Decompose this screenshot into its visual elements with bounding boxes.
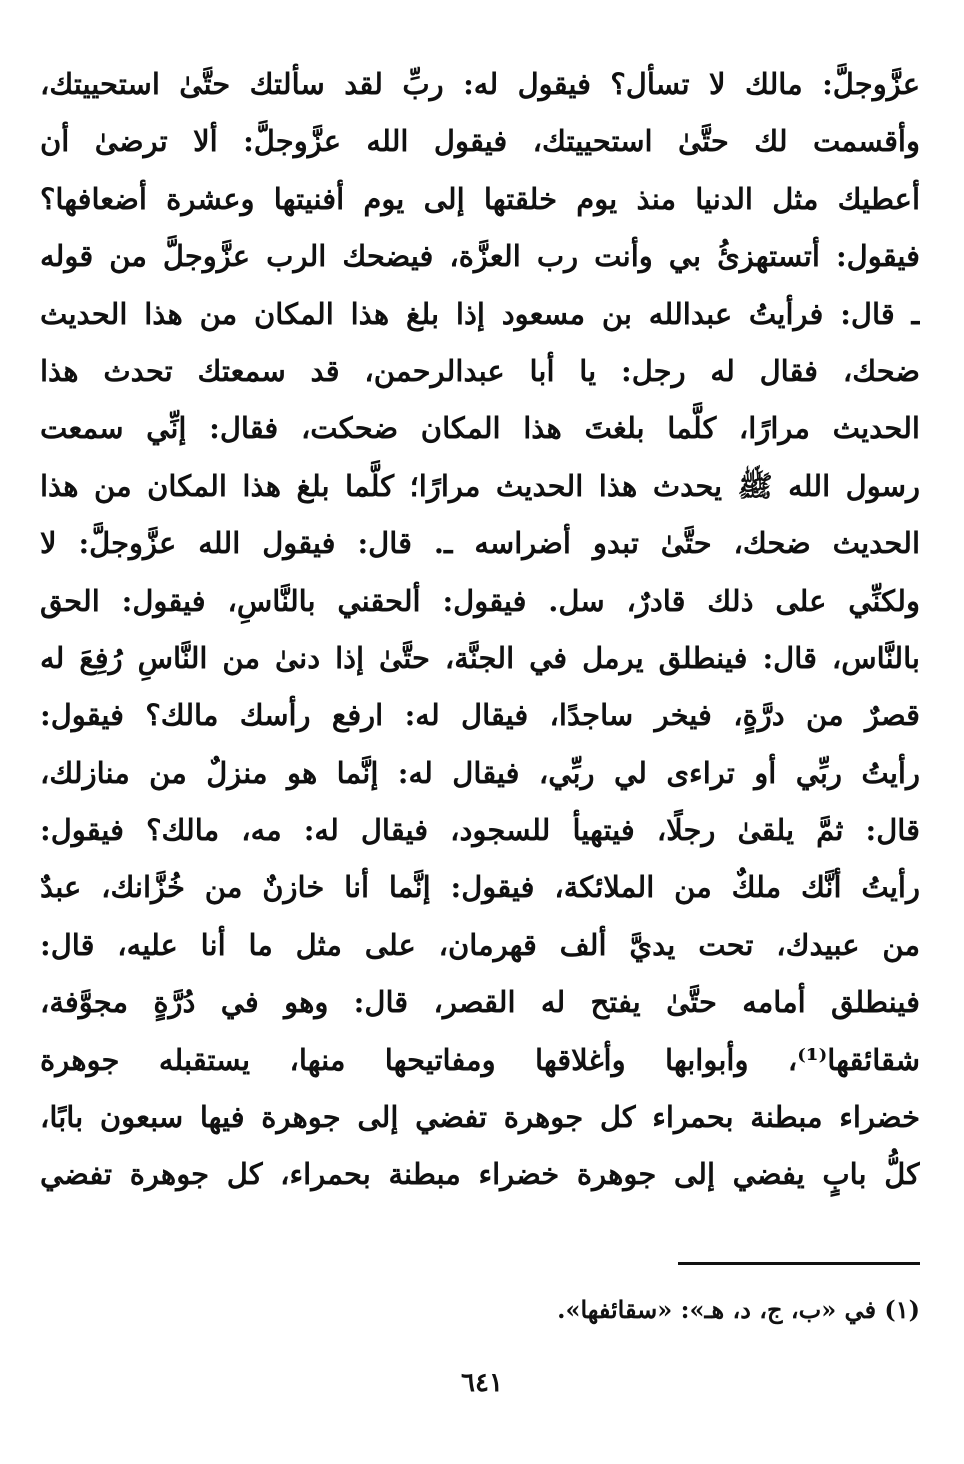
text-line: رأيتُ ربِّي أو تراءى لي ربِّي، فيقال له: إنَّما هو منزلٌ من منازلك، [40, 755, 920, 790]
text-line: رسول الله ﷺ يحدث هذا الحديث مرارًا؛ كلَّما بلغ هذا المكان من هذا [40, 468, 920, 503]
text-line: قصرٌ من درَّةٍ، فيخر ساجدًا، فيقال له: ارفع رأسك مالك؟ فيقول: [40, 698, 920, 733]
text-line: قال: ثمَّ يلقىٰ رجلًا، فيتهيأ للسجود، فيقال له: مه، مالك؟ فيقول: [40, 813, 920, 848]
text-line: من عبيدك، تحت يديَّ ألف قهرمان، على مثل ما أنا عليه، قال: [40, 927, 920, 962]
text-line: رأيتُ أنَّك ملكٌ من الملائكة، فيقول: إنَّما أنا خازنٌ من خُزَّانك، عبدٌ [40, 870, 920, 905]
text-line: خضراء مبطنة بحمراء كل جوهرة تفضي إلى جوهرة فيها سبعون بابًا، [40, 1100, 920, 1135]
text-line: فينطلق أمامه حتَّىٰ يفتح له القصر، قال: وهو في دُرَّةٍ مجوَّفة، [40, 985, 920, 1020]
footnote: (١) في «ب، ج، د، هـ»: «سقائفها». [557, 1295, 920, 1324]
text-line: ولكنِّي على ذلك قادرٌ، سل. فيقول: ألحقني بالنَّاسِ، فيقول: الحق [40, 583, 920, 618]
text-line: فيقول: أتستهزئُ بي وأنت رب العزَّة، فيضحك الرب عزَّوجلَّ من قوله [40, 239, 920, 274]
text-line: الحديث ضحك، حتَّىٰ تبدو أضراسه ـ. قال: فيقول الله عزَّوجلَّ: لا [40, 526, 920, 561]
text-line: وأقسمت لك حتَّىٰ استحييتك، فيقول الله عزَّوجلَّ: ألا ترضىٰ أن [40, 124, 920, 159]
footnote-divider [678, 1262, 920, 1265]
text-line: الحديث مرارًا، كلَّما بلغتَ هذا المكان ضحكت، فقال: إنِّي سمعت [40, 411, 920, 446]
text-line: أعطيك مثل الدنيا منذ يوم خلقتها إلى يوم أفنيتها وعشرة أضعافها؟ [40, 181, 920, 216]
text-line: كلُّ بابٍ يفضي إلى جوهرة خضراء مبطنة بحمراء، كل جوهرة تفضي [40, 1157, 920, 1192]
page-number: ٦٤١ [461, 1368, 503, 1398]
text-line: ضحك، فقال له رجل: يا أبا عبدالرحمن، قد سمعتك تحدث هذا [40, 353, 920, 388]
text-line: بالنَّاس، قال: فينطلق يرمل في الجنَّة، حتَّىٰ إذا دنىٰ من النَّاسِ رُفِعَ له [40, 640, 920, 675]
text-line: عزَّوجلَّ: مالك لا تسأل؟ فيقول له: ربِّ لقد سألتك حتَّىٰ استحييتك، [40, 67, 920, 101]
text-line: شقائقها⁽¹⁾، وأبوابها وأغلاقها ومفاتيحها منها، يستقبله جوهرة [40, 1042, 920, 1077]
body-text [40, 56, 920, 1204]
text-line: ـ قال: فرأيتُ عبدالله بن مسعود إذا بلغ هذا المكان من هذا الحديث [40, 296, 920, 331]
